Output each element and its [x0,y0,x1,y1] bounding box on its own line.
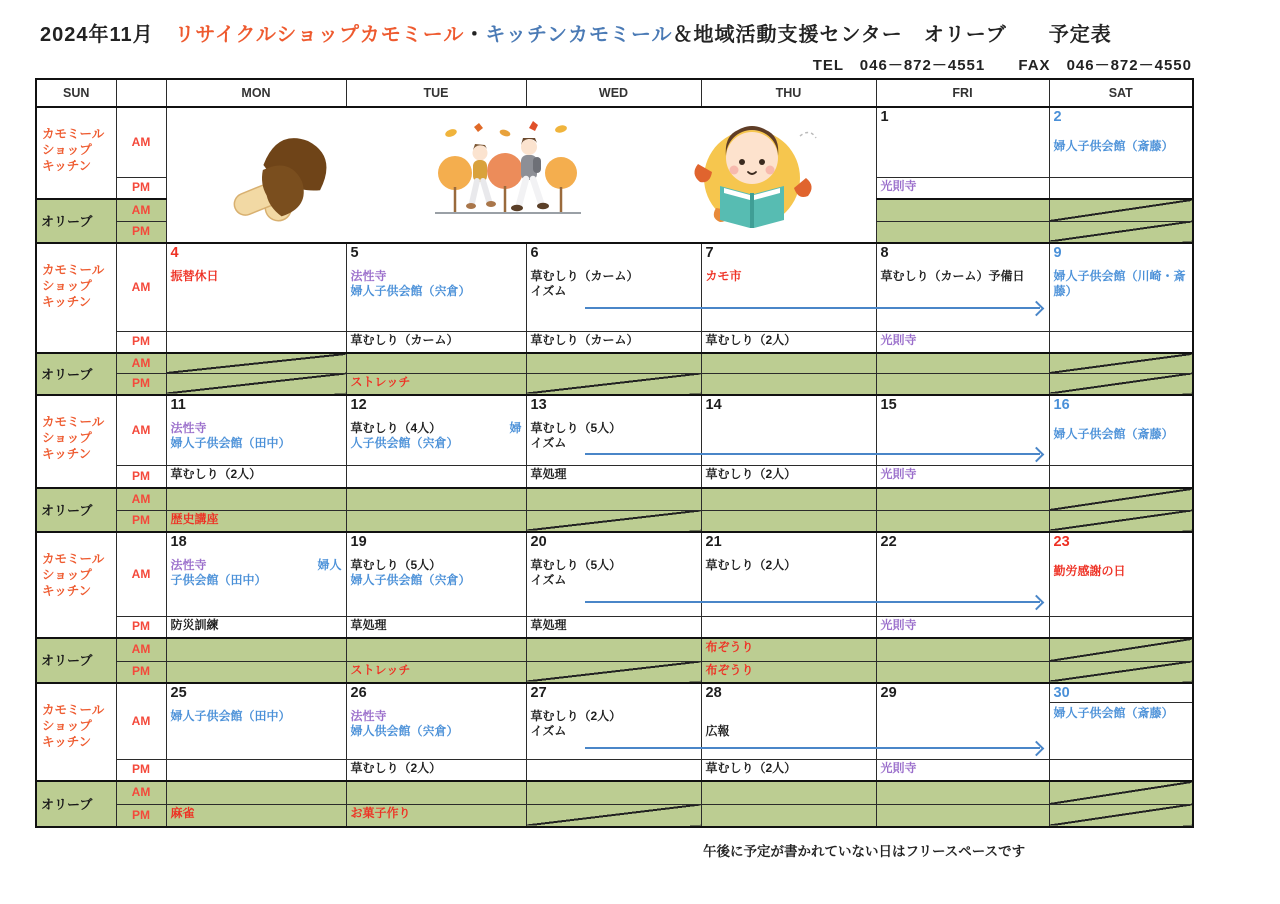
header-ampm-spacer [116,79,166,107]
week2-continuation-arrow [585,307,1040,309]
olive-wed-am-cell [526,488,701,510]
date-number: 19 [350,534,367,550]
day-16-am-cell [1049,395,1193,465]
day-29-pm-cell [876,759,1049,781]
olive-tue-pm-cell [346,373,526,395]
event: イズム [530,573,567,587]
olive-mon-am-cell [166,638,346,661]
event: 草処理 [530,466,567,481]
day-7-am-cell [701,243,876,331]
event: 婦人子供会館（斎藤） [1053,139,1174,153]
week4-am-row [36,532,1193,616]
mushrooms-illustration [220,119,335,231]
day-5-am-cell [346,243,526,331]
event: 草処理 [350,617,387,632]
week2-olive-pm-row [36,373,1193,395]
olive-wed-am-cell [526,638,701,661]
chamomile-label-line1: カモミール [42,703,105,717]
header-fri: FRI [876,79,1049,107]
olive-sat-am-cell-crossed [1049,488,1193,510]
day-23-am-cell [1049,532,1193,616]
event: 人子供会館（宍倉） [350,436,459,450]
chamomile-label-line2: ショップ [42,279,92,293]
event: 勤労感謝の日 [1053,564,1126,578]
day-26-pm-cell [346,759,526,781]
olive-mon-am-cell-crossed [166,353,346,373]
chamomile-label-line3: キッチン [42,735,92,749]
event: 草処理 [530,617,567,632]
am-label: AM [116,532,166,616]
event: 草むしり（2人） [705,558,797,572]
am-label: AM [116,199,166,221]
event: 法性寺 [350,709,387,723]
chamomile-label-line3: キッチン [42,584,92,598]
chamomile-label-line2: ショップ [42,431,92,445]
olive-wed-pm-cell-crossed [526,661,701,683]
header-thu: THU [701,79,876,107]
event: 草むしり（2人） [170,466,262,481]
event: 草むしり（5人） [350,558,442,572]
event: 法性寺 [170,421,207,435]
pm-label: PM [116,804,166,827]
am-label: AM [116,781,166,804]
olive-row-label: オリーブ [36,488,116,532]
chamomile-label-line2: ショップ [42,143,92,157]
date-number: 6 [530,245,539,261]
olive-sat-am-cell-crossed [1049,781,1193,804]
olive-mon-am-cell [166,781,346,804]
week2-am-row [36,243,1193,331]
event: 草むしり（2人） [705,332,797,347]
day-23-pm-cell [1049,616,1193,638]
event: 草むしり（5人） [530,421,622,435]
day-1-am-cell [876,107,1049,177]
title-doc-type: 予定表 [1048,24,1112,46]
day-11-am-cell [166,395,346,465]
day-13-pm-cell [526,465,701,488]
olive-sat-pm-cell-crossed [1049,510,1193,532]
week4-pm-row [36,616,1193,638]
date-number: 16 [1053,397,1070,413]
olive-sat-pm-cell-crossed [1049,661,1193,683]
date-number: 9 [1053,245,1062,261]
date-number: 23 [1053,534,1070,550]
olive-fri-am-cell [876,199,1049,221]
event: 草むしり（2人） [530,709,622,723]
date-number: 18 [170,534,187,550]
olive-mon-am-cell [166,488,346,510]
day-11-pm-cell [166,465,346,488]
pm-label: PM [116,510,166,532]
olive-tue-pm-cell [346,510,526,532]
day-8-am-cell [876,243,1049,331]
event: イズム [530,284,567,298]
day-4-am-cell [166,243,346,331]
date-number: 27 [530,685,547,701]
olive-fri-am-cell [876,638,1049,661]
day-12-pm-cell [346,465,526,488]
date-number: 11 [170,397,186,413]
olive-wed-am-cell [526,781,701,804]
event: 婦人子供会館（田中） [170,436,291,450]
olive-thu-am-cell [701,353,876,373]
date-number: 26 [350,685,367,701]
chamomile-label-line3: キッチン [42,295,92,309]
date-number: 29 [880,685,897,701]
event: 婦人子供会館（川崎・斎藤） [1053,269,1186,298]
event: 婦人子供会館（斎藤） [1053,427,1174,441]
event: 婦人供会館（宍倉） [350,724,459,738]
day-25-am-cell [166,683,346,759]
date-number: 21 [705,534,722,550]
event-line [351,421,522,436]
chamomile-label-line2: ショップ [42,568,92,582]
date-number: 20 [530,534,547,550]
day-25-pm-cell [166,759,346,781]
autumn-walk-illustration [433,117,583,233]
am-label: AM [116,395,166,465]
pm-label: PM [116,759,166,781]
pm-label: PM [116,616,166,638]
header-mon: MON [166,79,346,107]
day-4-pm-cell [166,331,346,353]
week4-olive-pm-row [36,661,1193,683]
olive-event: 歴史講座 [170,511,219,526]
event: 光則寺 [880,332,917,347]
event: イズム [530,724,567,738]
olive-sat-am-cell-crossed [1049,353,1193,373]
header-tue: TUE [346,79,526,107]
chamomile-label-line1: カモミール [42,127,105,141]
calendar-wrapper [35,78,1192,828]
olive-tue-pm-cell [346,804,526,827]
event: 草むしり（4人） [350,421,442,435]
day-21-am-cell [701,532,876,616]
am-label: AM [116,243,166,331]
day-26-am-cell [346,683,526,759]
pm-label: PM [116,465,166,488]
pm-label: PM [116,221,166,243]
date-number: 15 [880,397,897,413]
day-19-pm-cell [346,616,526,638]
event: 子供会館（田中） [170,573,267,587]
olive-fri-pm-cell [876,221,1049,243]
event: 光則寺 [880,466,917,481]
olive-wed-pm-cell-crossed [526,804,701,827]
fax-number: FAX 046－872－4550 [1018,57,1192,74]
day-19-am-cell [346,532,526,616]
olive-fri-am-cell [876,353,1049,373]
olive-wed-pm-cell-crossed [526,373,701,395]
day-15-pm-cell [876,465,1049,488]
event: 防災訓練 [170,617,219,632]
week2-olive-am-row [36,353,1193,373]
olive-tue-am-cell [346,488,526,510]
page-title [40,18,1112,47]
week5-pm-row [36,759,1193,781]
title-kitchen: キッチンカモミール [485,24,673,46]
date-number: 1 [880,109,889,125]
day-9-pm-cell [1049,331,1193,353]
event: 草むしり（カーム）予備日 [880,269,1025,283]
event: 広報 [705,724,730,738]
title-recycle-shop: リサイクルショップカモミール [174,24,465,46]
day-5-pm-cell [346,331,526,353]
olive-tue-pm-cell [346,661,526,683]
week1-am-row [36,107,1193,177]
olive-fri-pm-cell [876,510,1049,532]
title-month: 2024年11月 [40,24,154,46]
olive-fri-am-cell [876,488,1049,510]
chamomile-label-line1: カモミール [42,415,105,429]
pm-label: PM [116,331,166,353]
weekday-header-row [36,79,1193,107]
olive-sat-pm-cell-crossed [1049,221,1193,243]
olive-mon-pm-cell-crossed [166,373,346,395]
olive-thu-pm-cell [701,804,876,827]
contact-line [813,54,1192,75]
olive-sat-am-cell-crossed [1049,199,1193,221]
week4-olive-am-row [36,638,1193,661]
am-label: AM [116,638,166,661]
date-number: 2 [1053,109,1062,125]
day-12-am-cell [346,395,526,465]
chamomile-label-line1: カモミール [42,263,105,277]
chamomile-row-label [36,683,116,781]
chamomile-label-line3: キッチン [42,447,92,461]
date-number: 4 [170,245,179,261]
date-number: 13 [530,397,547,413]
day-1-pm-cell [876,177,1049,199]
olive-sat-am-cell-crossed [1049,638,1193,661]
event: 光則寺 [880,617,917,632]
am-label: AM [116,107,166,177]
event: 婦人子供会館（田中） [170,709,291,723]
olive-event: ストレッチ [350,374,411,389]
day-22-am-cell [876,532,1049,616]
date-number: 5 [350,245,359,261]
week4-continuation-arrow [585,601,1040,603]
olive-thu-pm-cell [701,510,876,532]
event-continued: 婦人 [317,558,342,572]
week5-olive-am-row [36,781,1193,804]
event: イズム [530,436,567,450]
chamomile-row-label [36,243,116,353]
olive-fri-am-cell [876,781,1049,804]
event: 草むしり（カーム） [530,332,639,347]
olive-wed-am-cell [526,353,701,373]
olive-wed-pm-cell-crossed [526,510,701,532]
header-sat: SAT [1049,79,1193,107]
event: 振替休日 [170,269,219,283]
pm-label: PM [116,661,166,683]
event: 草むしり（2人） [350,760,442,775]
event: 草むしり（2人） [705,466,797,481]
olive-event: お菓子作り [350,805,411,820]
olive-thu-pm-cell [701,661,876,683]
day-2-pm-cell [1049,177,1193,199]
day-6-pm-cell [526,331,701,353]
date-number: 14 [705,397,722,413]
day-21-pm-cell [701,616,876,638]
child-reading-illustration [682,116,822,234]
olive-mon-pm-cell [166,804,346,827]
tel-number: TEL 046－872－4551 [812,57,986,74]
day-6-am-cell [526,243,701,331]
day-28-pm-cell [701,759,876,781]
day-20-pm-cell [526,616,701,638]
week3-continuation-arrow [585,453,1040,455]
chamomile-label-line1: カモミール [42,552,105,566]
olive-event: ストレッチ [350,662,411,677]
day-30-pm-cell [1049,759,1193,781]
event: 婦人子供会館（斎藤） [1053,706,1174,720]
illustration-cell [166,107,876,243]
day-20-am-cell [526,532,701,616]
olive-row-label: オリーブ [36,199,116,243]
week5-olive-pm-row [36,804,1193,827]
week5-continuation-arrow [585,747,1040,749]
olive-tue-am-cell [346,638,526,661]
date-number: 25 [170,685,187,701]
olive-tue-am-cell [346,781,526,804]
event: 婦人子供会館（宍倉） [350,284,471,298]
date-number: 30 [1053,685,1070,701]
olive-mon-pm-cell [166,510,346,532]
week2-pm-row [36,331,1193,353]
olive-thu-pm-cell [701,373,876,395]
olive-sat-pm-cell-crossed [1049,373,1193,395]
olive-event: 麻雀 [170,805,195,820]
event-line [171,558,342,573]
event: 光則寺 [880,760,917,775]
day-9-am-cell [1049,243,1193,331]
olive-sat-pm-cell-crossed [1049,804,1193,827]
date-number: 8 [880,245,889,261]
day-22-pm-cell [876,616,1049,638]
chamomile-label-line2: ショップ [42,719,92,733]
event: 婦人子供会館（宍倉） [350,573,471,587]
footnote: 午後に予定が書かれていない日はフリースペースです [703,844,1026,859]
pm-label: PM [116,177,166,199]
header-sun: SUN [36,79,116,107]
event: 草むしり（カーム） [350,332,459,347]
day-14-pm-cell [701,465,876,488]
olive-thu-am-cell [701,638,876,661]
date-number: 7 [705,245,714,261]
day-16-pm-cell [1049,465,1193,488]
olive-event: 布ぞうり [705,640,754,654]
olive-thu-am-cell [701,488,876,510]
day-7-pm-cell [701,331,876,353]
event: 法性寺 [170,558,207,572]
am-label: AM [116,353,166,373]
date-number: 28 [705,685,722,701]
day-27-pm-cell [526,759,701,781]
event: カモ市 [705,269,742,283]
header-wed: WED [526,79,701,107]
pm-label: PM [116,373,166,395]
date-number: 22 [880,534,897,550]
date-number: 12 [350,397,367,413]
week3-olive-am-row [36,488,1193,510]
event: 法性寺 [350,269,387,283]
olive-fri-pm-cell [876,661,1049,683]
day-2-am-cell [1049,107,1193,177]
event-continued: 婦 [509,421,522,435]
olive-mon-pm-cell [166,661,346,683]
week3-pm-row [36,465,1193,488]
day-18-pm-cell [166,616,346,638]
event: 草むしり（2人） [705,760,797,775]
am-label: AM [116,683,166,759]
olive-row-label: オリーブ [36,353,116,395]
title-separator: ・ [464,24,486,46]
chamomile-row-label [36,395,116,488]
event: 光則寺 [880,178,917,193]
day-8-pm-cell [876,331,1049,353]
olive-event: 布ぞうり [705,662,754,677]
olive-fri-pm-cell [876,804,1049,827]
week3-olive-pm-row [36,510,1193,532]
am-label: AM [116,488,166,510]
olive-row-label: オリーブ [36,638,116,683]
olive-tue-am-cell [346,353,526,373]
event: 草むしり（カーム） [530,269,639,283]
chamomile-label-line3: キッチン [42,159,92,173]
day-30-am-cell [1049,683,1193,759]
chamomile-row-label [36,107,116,199]
chamomile-row-label [36,532,116,638]
olive-row-label: オリーブ [36,781,116,827]
olive-thu-am-cell [701,781,876,804]
olive-fri-pm-cell [876,373,1049,395]
event: 草むしり（5人） [530,558,622,572]
title-center: ＆地域活動支援センター オリーブ [672,24,1007,46]
day-18-am-cell [166,532,346,616]
